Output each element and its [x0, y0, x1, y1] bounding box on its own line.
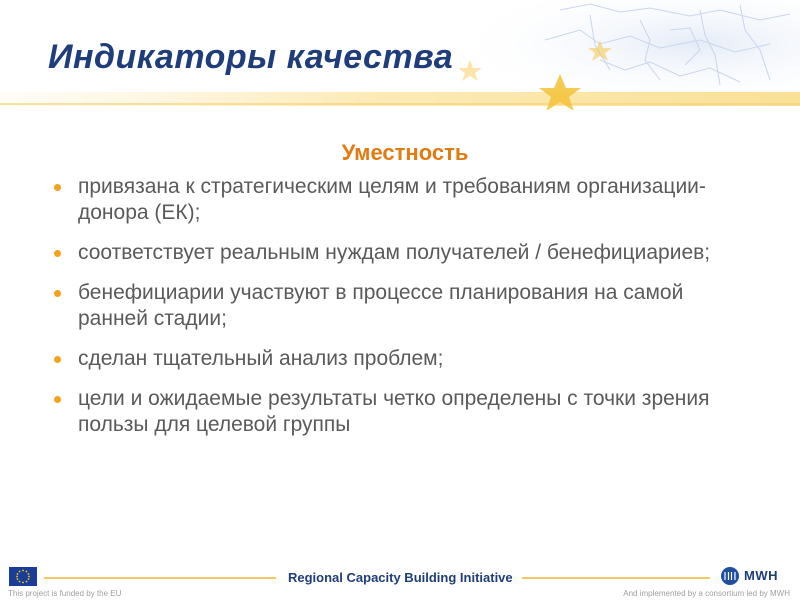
bullet-icon [54, 184, 61, 191]
list-item [50, 386, 750, 438]
footer-divider-right [522, 577, 710, 579]
list-item [50, 346, 750, 372]
initiative-label: Regional Capacity Building Initiative [288, 570, 513, 585]
bullet-text: бенефициарии участвуют в процессе планирования на самой ранней стадии; [78, 281, 684, 330]
page-title: Индикаторы качества [48, 38, 454, 76]
bullet-text: соответствует реальным нуждам получателей / бенефициариев; [78, 241, 711, 264]
implemented-by-text: And implemented by a consortium led by MWH [623, 589, 790, 598]
bullet-text: сделан тщательный анализ проблем; [78, 347, 444, 370]
partner-logo-text: MWH [744, 568, 778, 583]
bullet-list [50, 174, 750, 438]
list-item [50, 240, 750, 266]
list-item [50, 174, 750, 226]
eu-flag-icon [9, 567, 37, 586]
bullet-icon [54, 356, 61, 363]
bullet-icon [54, 290, 61, 297]
globe-icon [720, 566, 740, 586]
bullet-text: привязана к стратегическим целям и требованиям организации-донора (ЕК); [78, 175, 706, 224]
list-item [50, 280, 750, 332]
header-banner [0, 0, 800, 110]
footer [0, 560, 800, 600]
bullet-text: цели и ожидаемые результаты четко определены с точки зрения пользы для целевой группы [78, 387, 710, 436]
footer-divider-left [44, 577, 276, 579]
bullet-icon [54, 250, 61, 257]
funded-by-text: This project is funded by the EU [8, 589, 122, 598]
bullet-icon [54, 396, 61, 403]
main-content [50, 140, 750, 452]
section-heading: Уместность [341, 140, 469, 165]
